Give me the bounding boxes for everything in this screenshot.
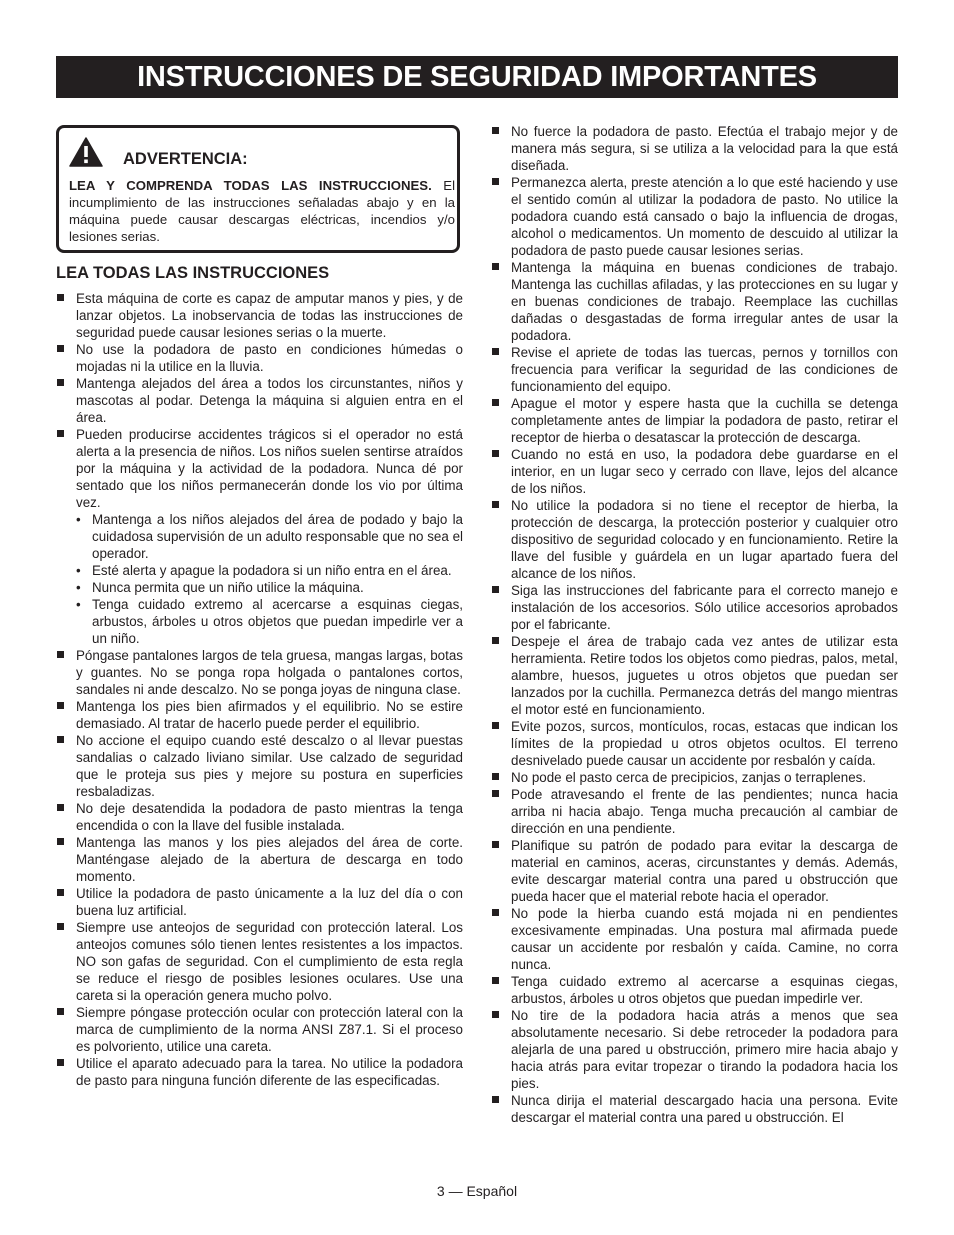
list-item-text: Siga las instrucciones del fabricante para el correcto manejo e instalación de los accesorios. Sólo utilice accesorios aprobados por el fabricante. — [511, 583, 898, 632]
list-item-text: No pode el pasto cerca de precipicios, zanjas o terraplenes. — [511, 770, 867, 785]
warning-text — [69, 177, 455, 245]
list-item-text: No fuerce la podadora de pasto. Efectúa el trabajo mejor y de manera más segura, si se utiliza a la velocidad para la que está diseñada. — [511, 124, 898, 173]
list-item-text: Pueden producirse accidentes trágicos si el operador no está alerta a la presencia de niños. Los niños suelen sentirse atraídos por la máquina y la actividad de la podadora. Nunca dé por sentado que los niños permanecerán donde los vio por última vez. — [76, 427, 463, 510]
list-item — [491, 837, 898, 905]
list-item-text: Despeje el área de trabajo cada vez antes de utilizar esta herramienta. Retire todos los objetos como piedras, palos, metal, alambre, huesos, juguetes u otros objetos que puedan ser lanzados por la cuchilla. Permanezca detrás del mango mientras el motor esté en funcionamiento. — [511, 634, 898, 717]
list-item-text: Pode atravesando el frente de las pendientes; nunca hacia arriba ni hacia abajo. Tenga mucha precaución al cambiar de dirección en una pendiente. — [511, 787, 898, 836]
list-item — [56, 290, 463, 341]
page-footer: 3 — Español — [436, 1183, 518, 1199]
list-item — [491, 174, 898, 259]
warning-triangle-icon — [69, 137, 103, 167]
list-item — [491, 769, 898, 786]
list-item-text: Planifique su patrón de podado para evitar la descarga de material en caminos, aceras, circunstantes y demás. Además, evite descargar material contra una pared u obstrucción que pueda hacer que el material rebote hacia el operador. — [511, 838, 898, 904]
list-item-text: Utilice la podadora de pasto únicamente a la luz del día o con buena luz artificial. — [76, 886, 463, 918]
list-item — [491, 905, 898, 973]
sub-list-item-text: Mantenga a los niños alejados del área de podado y bajo la cuidadosa supervisión de un adulto responsable que no sea el operador. — [92, 512, 463, 561]
list-item-text: Evite pozos, surcos, montículos, rocas, estacas que indican los límites de la propiedad u otros objetos ocultos. El terreno desnivelado puede causar un accidente por resbalón y caída. — [511, 719, 898, 768]
list-item — [56, 698, 463, 732]
list-item — [491, 344, 898, 395]
list-item — [56, 885, 463, 919]
list-item — [56, 341, 463, 375]
sub-list-item-text: Esté alerta y apague la podadora si un niño entra en el área. — [92, 563, 452, 578]
warning-box — [56, 125, 460, 253]
left-column — [56, 290, 463, 1089]
warning-body: El incumplimiento de las instrucciones señaladas abajo y en la máquina puede causar descargas eléctricas, incendios y/o lesiones serias. — [69, 178, 456, 244]
list-item — [56, 1055, 463, 1089]
list-item — [56, 800, 463, 834]
list-item-text: Siempre use anteojos de seguridad con protección lateral. Los anteojos comunes sólo tienen lentes resistentes a los impactos. NO son gafas de seguridad. Con el cumplimiento de esta regla se reduce el riesgo de posibles lesiones oculares. Use una careta si la operación genera mucho polvo. — [76, 920, 463, 1003]
list-item-text: No deje desatendida la podadora de pasto mientras la tenga encendida o con la llave del fusible instalada. — [76, 801, 463, 833]
list-item-text: Utilice el aparato adecuado para la tarea. No utilice la podadora de pasto para ninguna función diferente de las especificadas. — [76, 1056, 463, 1088]
sub-list-item — [56, 579, 463, 596]
list-item-text: Nunca dirija el material descargado hacia una persona. Evite descargar el material contra una pared u obstrucción. El — [511, 1093, 898, 1125]
page-title: INSTRUCCIONES DE SEGURIDAD IMPORTANTES — [56, 56, 898, 98]
list-item — [491, 633, 898, 718]
list-item-text: Cuando no está en uso, la podadora debe guardarse en el interior, en un lugar seco y cerrado con llave, lejos del alcance de los niños. — [511, 447, 898, 496]
list-item — [491, 123, 898, 174]
list-item-text: Esta máquina de corte es capaz de amputar manos y pies, y de lanzar objetos. La inobservancia de todas las instrucciones de seguridad puede causar lesiones serias o la muerte. — [76, 291, 463, 340]
list-item-text: No tire de la podadora hacia atrás a menos que sea absolutamente necesario. Si debe retroceder la podadora para alejarla de una pared u obstrucción, primero mire hacia abajo y hacia atrás para evitar tropezar o tirando la podadora hacia los pies. — [511, 1008, 898, 1091]
list-item — [491, 582, 898, 633]
sub-list-item-text: Nunca permita que un niño utilice la máquina. — [92, 580, 364, 595]
list-item — [56, 732, 463, 800]
list-item — [491, 786, 898, 837]
right-column — [491, 123, 898, 1126]
list-item-text: No use la podadora de pasto en condiciones húmedas o mojadas ni la utilice en la lluvia. — [76, 342, 463, 374]
list-item-text: Permanezca alerta, preste atención a lo que esté haciendo y use el sentido común al utilizar la podadora de pasto. No utilice la podadora cuando está cansado o bajo la influencia de drogas, alcohol o medicamentos. Un momento de descuido al utilizar la podadora de pasto puede causar lesiones serias. — [511, 175, 898, 258]
list-item — [491, 497, 898, 582]
list-item — [491, 1092, 898, 1126]
sub-list-item — [56, 562, 463, 579]
list-item — [56, 426, 463, 511]
sub-list-item — [56, 511, 463, 562]
left-list-b — [56, 647, 463, 1089]
children-sublist — [56, 511, 463, 647]
list-item-text: No utilice la podadora si no tiene el receptor de hierba, la protección de descarga, la protección posterior y cualquier otro dispositivo de seguridad colocado y en funcionamiento. Retire la llave del fusible y guárdela en un lugar apartado fuera del alcance de los niños. — [511, 498, 898, 581]
section-heading: LEA TODAS LAS INSTRUCCIONES — [56, 264, 330, 282]
list-item — [491, 259, 898, 344]
list-item-text: Mantenga las manos y los pies alejados del área de corte. Manténgase alejado de la abertura de descarga en todo momento. — [76, 835, 463, 884]
left-list-a — [56, 290, 463, 511]
list-item — [56, 1004, 463, 1055]
list-item-text: No pode la hierba cuando está mojada ni en pendientes excesivamente empinadas. Una postura mal afirmada puede causar un accidente por resbalón y caída. Camine, no corra nunca. — [511, 906, 898, 972]
list-item — [491, 973, 898, 1007]
list-item-text: Póngase pantalones largos de tela gruesa, mangas largas, botas y guantes. No se ponga ropa holgada o pantalones cortos, sandales ni ande descalzo. No se ponga joyas de ninguna clase. — [76, 648, 463, 697]
list-item — [491, 718, 898, 769]
list-item — [491, 446, 898, 497]
list-item-text: Mantenga la máquina en buenas condiciones de trabajo. Mantenga las cuchillas afiladas, y las protecciones en su lugar y en buenas condiciones de trabajo. Reemplace las cuchillas dañadas o desgastadas de forma irregular antes de usar la podadora. — [511, 260, 898, 343]
sub-list-item-text: Tenga cuidado extremo al acercarse a esquinas ciegas, arbustos, árboles u otros objetos que puedan impedirle ver a un niño. — [92, 597, 463, 646]
list-item — [491, 1007, 898, 1092]
warning-heading: ADVERTENCIA: — [123, 150, 248, 168]
list-item — [491, 395, 898, 446]
right-list — [491, 123, 898, 1126]
list-item-text: Mantenga los pies bien afirmados y el equilibrio. No se estire demasiado. Al tratar de hacerlo puede perder el equilibrio. — [76, 699, 463, 731]
list-item — [56, 834, 463, 885]
list-item-text: Revise el apriete de todas las tuercas, pernos y tornillos con frecuencia para verificar la seguridad de las condiciones de funcionamiento del equipo. — [511, 345, 898, 394]
list-item-text: Siempre póngase protección ocular con protección lateral con la marca de cumplimiento de la norma ANSI Z87.1. Si el proceso es polvoriento, utilice una careta. — [76, 1005, 463, 1054]
list-item-text: Mantenga alejados del área a todos los circunstantes, niños y mascotas al podar. Detenga la máquina si alguien entra en el área. — [76, 376, 463, 425]
sub-list-item — [56, 596, 463, 647]
list-item — [56, 919, 463, 1004]
list-item — [56, 375, 463, 426]
warning-lead: LEA Y COMPRENDA TODAS LAS INSTRUCCIONES. — [69, 178, 432, 193]
list-item-text: Tenga cuidado extremo al acercarse a esquinas ciegas, arbustos, árboles u otros objetos que puedan impedirle ver. — [511, 974, 898, 1006]
list-item-text: Apague el motor y espere hasta que la cuchilla se detenga completamente antes de limpiar la podadora de pasto, retirar el receptor de hierba o desatascar la protección de descarga. — [511, 396, 898, 445]
list-item — [56, 647, 463, 698]
list-item-text: No accione el equipo cuando esté descalzo o al llevar puestas sandalias o calzado liviano similar. Use calzado de seguridad que le proteja sus pies y mejore su postura en superficies resbaladizas. — [76, 733, 463, 799]
